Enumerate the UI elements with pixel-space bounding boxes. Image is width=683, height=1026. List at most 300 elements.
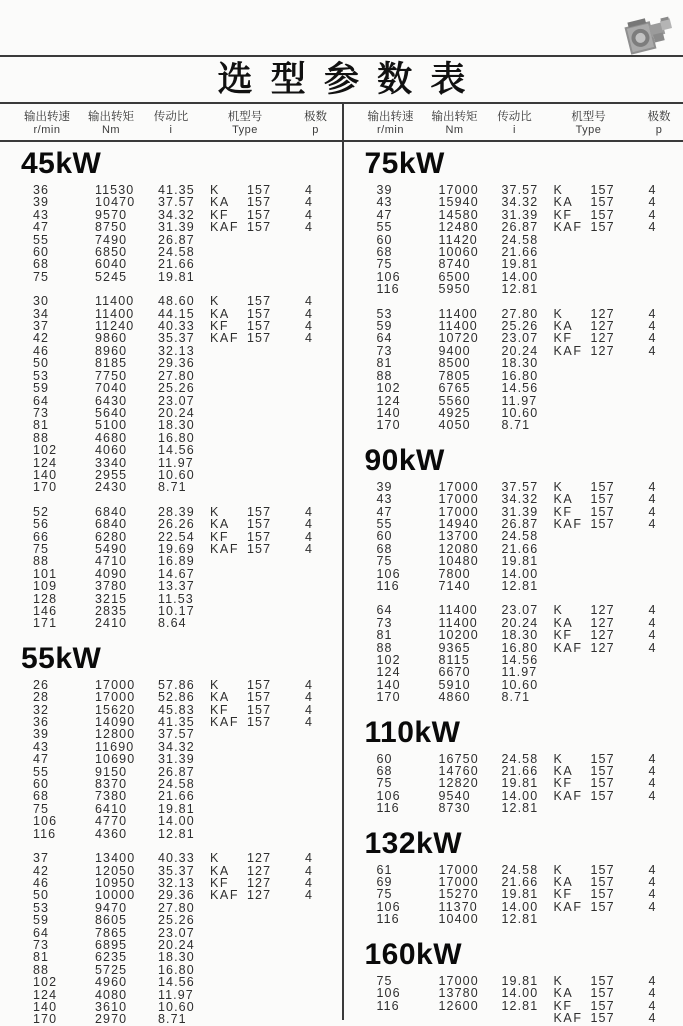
cell-torque: 9470 — [95, 902, 158, 914]
cell-torque: 10000 — [95, 889, 158, 901]
table-row — [0, 357, 342, 369]
cell-poles: 4 — [636, 901, 683, 913]
cell-torque: 10690 — [95, 753, 158, 765]
data-block — [344, 753, 683, 815]
cell-speed: 34 — [33, 308, 95, 320]
cell-speed: 59 — [377, 320, 439, 332]
cell-ratio: 14.56 — [502, 382, 554, 394]
table-row — [344, 1012, 683, 1024]
table-row — [344, 419, 683, 431]
cell-speed: 55 — [33, 766, 95, 778]
cell-torque: 13700 — [439, 530, 502, 542]
cell-torque: 4090 — [95, 568, 158, 580]
cell-torque: 11530 — [95, 184, 158, 196]
cell-ratio: 8.71 — [158, 1013, 210, 1025]
cell-ratio: 41.35 — [158, 184, 210, 196]
cell-ratio: 37.57 — [502, 481, 554, 493]
cell-torque: 9570 — [95, 209, 158, 221]
col-header-output-torque — [80, 108, 142, 137]
cell-speed: 46 — [33, 877, 95, 889]
cell-ratio: 52.86 — [158, 691, 210, 703]
cell-poles: 4 — [292, 679, 341, 691]
cell-ratio: 18.30 — [502, 357, 554, 369]
cell-ratio: 24.58 — [158, 246, 210, 258]
cell-type-series — [210, 753, 247, 765]
cell-torque: 4925 — [439, 407, 502, 419]
cell-speed: 88 — [33, 555, 95, 567]
cell-poles: 4 — [636, 196, 683, 208]
cell-poles: 4 — [636, 642, 683, 654]
cell-torque: 10400 — [439, 913, 502, 925]
cell-torque: 3215 — [95, 593, 158, 605]
table-row — [344, 1000, 683, 1012]
cell-type-series: KF — [554, 506, 591, 518]
cell-torque: 2835 — [95, 605, 158, 617]
cell-ratio: 25.26 — [158, 382, 210, 394]
cell-ratio: 14.56 — [158, 976, 210, 988]
cell-speed: 75 — [33, 803, 95, 815]
cell-ratio: 8.71 — [158, 481, 210, 493]
cell-type-size: 157 — [247, 691, 292, 703]
cell-type-size — [591, 395, 636, 407]
col-label: 输出转速 — [368, 111, 414, 123]
cell-speed: 81 — [377, 357, 439, 369]
cell-poles: 4 — [636, 888, 683, 900]
cell-torque: 7865 — [95, 927, 158, 939]
table-row — [0, 580, 342, 592]
col-label: 极数 — [304, 111, 327, 123]
cell-type-size: 157 — [247, 295, 292, 307]
section-heading: 110kW — [365, 716, 683, 749]
cell-speed: 39 — [33, 728, 95, 740]
cell-torque: 17000 — [439, 481, 502, 493]
cell-ratio: 31.39 — [502, 506, 554, 518]
cell-type-size — [247, 828, 292, 840]
cell-type-size — [247, 728, 292, 740]
cell-torque: 15940 — [439, 196, 502, 208]
cell-poles — [292, 778, 341, 790]
table-row — [0, 295, 342, 307]
cell-speed: 124 — [33, 989, 95, 1001]
cell-poles: 4 — [636, 777, 683, 789]
power-section-90kW — [344, 444, 683, 704]
cell-torque: 8750 — [95, 221, 158, 233]
cell-type-series: K — [554, 975, 591, 987]
cell-poles: 4 — [636, 481, 683, 493]
cell-ratio: 16.80 — [158, 964, 210, 976]
cell-type-series: KF — [554, 1000, 591, 1012]
cell-type-size — [247, 593, 292, 605]
cell-poles — [292, 939, 341, 951]
cell-speed: 73 — [377, 345, 439, 357]
cell-torque: 7140 — [439, 580, 502, 592]
cell-speed: 46 — [33, 345, 95, 357]
cell-poles — [292, 580, 341, 592]
cell-speed: 47 — [377, 506, 439, 518]
cell-speed: 101 — [33, 568, 95, 580]
cell-speed: 56 — [33, 518, 95, 530]
cell-speed: 36 — [33, 184, 95, 196]
cell-ratio: 10.60 — [158, 1001, 210, 1013]
cell-poles — [292, 617, 341, 629]
table-row — [0, 889, 342, 901]
cell-ratio: 31.39 — [158, 221, 210, 233]
cell-ratio: 37.57 — [158, 196, 210, 208]
cell-speed: 60 — [377, 530, 439, 542]
cell-type-series — [554, 691, 591, 703]
cell-type-series — [554, 246, 591, 258]
cell-torque: 11400 — [439, 320, 502, 332]
cell-ratio: 12.81 — [502, 913, 554, 925]
cell-torque: 4770 — [95, 815, 158, 827]
section-heading: 132kW — [365, 827, 683, 860]
col-unit: p — [634, 124, 683, 137]
table-row — [344, 913, 683, 925]
cell-torque: 17000 — [439, 506, 502, 518]
cell-torque: 14090 — [95, 716, 158, 728]
cell-ratio: 32.13 — [158, 877, 210, 889]
cell-torque: 12080 — [439, 543, 502, 555]
cell-poles — [292, 927, 341, 939]
cell-ratio: 19.81 — [502, 975, 554, 987]
cell-type-size: 157 — [591, 518, 636, 530]
page-title: 选型参数表 — [0, 57, 683, 102]
cell-type-size: 157 — [591, 753, 636, 765]
cell-type-series — [210, 419, 247, 431]
cell-speed: 43 — [377, 493, 439, 505]
cell-type-size: 157 — [591, 481, 636, 493]
cell-type-size: 157 — [591, 864, 636, 876]
table-body — [0, 142, 683, 1020]
cell-poles — [292, 741, 341, 753]
cell-ratio: 12.81 — [502, 802, 554, 814]
cell-torque: 8960 — [95, 345, 158, 357]
cell-type-series: K — [554, 864, 591, 876]
cell-type-series: KAF — [554, 790, 591, 802]
cell-torque: 7750 — [95, 370, 158, 382]
cell-type-size: 157 — [591, 1000, 636, 1012]
cell-poles: 4 — [636, 308, 683, 320]
cell-torque: 11400 — [95, 308, 158, 320]
cell-poles — [292, 605, 341, 617]
cell-type-size: 157 — [591, 493, 636, 505]
cell-type-size — [247, 271, 292, 283]
cell-poles — [636, 246, 683, 258]
cell-poles — [292, 370, 341, 382]
left-column — [0, 142, 342, 1020]
cell-speed: 106 — [377, 987, 439, 999]
cell-type-series — [210, 605, 247, 617]
cell-ratio: 45.83 — [158, 704, 210, 716]
cell-ratio: 19.81 — [502, 888, 554, 900]
cell-ratio: 24.58 — [502, 530, 554, 542]
cell-poles: 4 — [636, 209, 683, 221]
cell-speed: 68 — [33, 258, 95, 270]
cell-speed: 88 — [33, 964, 95, 976]
cell-poles: 4 — [636, 320, 683, 332]
cell-speed: 124 — [33, 457, 95, 469]
cell-type-series: KF — [210, 531, 247, 543]
cell-speed: 60 — [377, 753, 439, 765]
cell-type-series — [210, 964, 247, 976]
cell-type-size: 157 — [591, 1012, 636, 1024]
cell-speed: 102 — [377, 654, 439, 666]
cell-ratio: 23.07 — [158, 395, 210, 407]
table-row — [0, 951, 342, 963]
cell-type-size — [247, 432, 292, 444]
col-unit: r/min — [358, 124, 424, 137]
cell-poles — [292, 914, 341, 926]
cell-type-size — [247, 617, 292, 629]
cell-ratio: 14.67 — [158, 568, 210, 580]
cell-type-size — [247, 927, 292, 939]
table-row — [0, 728, 342, 740]
cell-type-series: KAF — [210, 221, 247, 233]
cell-speed: 75 — [377, 258, 439, 270]
cell-poles: 4 — [636, 1012, 683, 1024]
cell-type-series — [210, 432, 247, 444]
cell-ratio: 44.15 — [158, 308, 210, 320]
cell-type-size — [247, 815, 292, 827]
cell-type-series: K — [554, 481, 591, 493]
cell-torque: 6895 — [95, 939, 158, 951]
cell-type-series: KA — [554, 320, 591, 332]
cell-type-size — [591, 370, 636, 382]
cell-ratio: 21.66 — [502, 543, 554, 555]
table-row — [0, 852, 342, 864]
cell-ratio: 13.37 — [158, 580, 210, 592]
cell-type-series — [210, 976, 247, 988]
cell-type-series — [554, 654, 591, 666]
cell-poles — [292, 395, 341, 407]
cell-torque: 5245 — [95, 271, 158, 283]
col-label: 输出转矩 — [88, 111, 134, 123]
cell-torque: 4060 — [95, 444, 158, 456]
cell-torque: 3340 — [95, 457, 158, 469]
cell-ratio: 11.97 — [158, 457, 210, 469]
cell-speed: 128 — [33, 593, 95, 605]
cell-torque: 9540 — [439, 790, 502, 802]
cell-speed — [377, 1012, 439, 1024]
cell-ratio: 57.86 — [158, 679, 210, 691]
cell-ratio: 19.81 — [158, 271, 210, 283]
cell-ratio: 24.58 — [502, 864, 554, 876]
cell-poles — [292, 234, 341, 246]
cell-torque: 6235 — [95, 951, 158, 963]
cell-type-size — [247, 555, 292, 567]
cell-ratio: 8.71 — [502, 419, 554, 431]
cell-type-series: KA — [554, 196, 591, 208]
cell-type-series — [210, 382, 247, 394]
cell-torque: 8605 — [95, 914, 158, 926]
data-block — [0, 679, 342, 840]
cell-torque: 9860 — [95, 332, 158, 344]
cell-speed: 30 — [33, 295, 95, 307]
cell-torque: 17000 — [439, 876, 502, 888]
cell-poles — [292, 568, 341, 580]
data-block — [0, 852, 342, 1026]
cell-type-series: K — [210, 295, 247, 307]
cell-poles: 4 — [292, 320, 341, 332]
cell-ratio: 10.60 — [502, 679, 554, 691]
cell-torque: 8730 — [439, 802, 502, 814]
cell-type-size — [247, 457, 292, 469]
cell-torque: 6410 — [95, 803, 158, 815]
table-header-right — [342, 104, 683, 140]
cell-type-series: KAF — [554, 642, 591, 654]
col-label: 传动比 — [154, 111, 189, 123]
cell-torque: 10480 — [439, 555, 502, 567]
cell-type-size: 127 — [591, 308, 636, 320]
cell-type-series — [210, 234, 247, 246]
cell-type-size — [247, 258, 292, 270]
data-block — [344, 864, 683, 926]
cell-speed: 64 — [377, 604, 439, 616]
cell-ratio: 18.30 — [502, 629, 554, 641]
cell-type-size: 157 — [247, 518, 292, 530]
cell-torque: 14760 — [439, 765, 502, 777]
cell-ratio: 11.97 — [502, 666, 554, 678]
cell-ratio: 12.81 — [502, 580, 554, 592]
cell-type-series: KA — [210, 196, 247, 208]
cell-speed: 170 — [33, 1013, 95, 1025]
cell-ratio: 22.54 — [158, 531, 210, 543]
cell-speed: 37 — [33, 320, 95, 332]
cell-speed: 75 — [377, 975, 439, 987]
cell-poles: 4 — [636, 518, 683, 530]
cell-torque: 10200 — [439, 629, 502, 641]
cell-type-size — [247, 778, 292, 790]
cell-poles — [292, 989, 341, 1001]
cell-type-series — [210, 741, 247, 753]
cell-ratio: 16.80 — [502, 642, 554, 654]
cell-torque: 12480 — [439, 221, 502, 233]
cell-poles: 4 — [636, 1000, 683, 1012]
cell-speed: 53 — [33, 902, 95, 914]
power-section-55kW — [0, 642, 342, 1026]
col-header-type — [544, 108, 634, 137]
cell-speed: 39 — [377, 184, 439, 196]
cell-poles — [292, 432, 341, 444]
cell-poles — [636, 691, 683, 703]
table-row — [0, 481, 342, 493]
cell-poles: 4 — [636, 987, 683, 999]
cell-poles — [292, 419, 341, 431]
cell-ratio: 29.36 — [158, 889, 210, 901]
cell-type-series — [210, 407, 247, 419]
cell-torque: 8500 — [439, 357, 502, 369]
table-row — [0, 691, 342, 703]
cell-torque: 17000 — [95, 691, 158, 703]
cell-poles: 4 — [636, 493, 683, 505]
cell-torque: 10470 — [95, 196, 158, 208]
table-row — [0, 828, 342, 840]
cell-poles: 4 — [636, 975, 683, 987]
cell-poles — [292, 951, 341, 963]
cell-speed: 36 — [33, 716, 95, 728]
cell-speed: 106 — [377, 271, 439, 283]
cell-type-size — [247, 444, 292, 456]
cell-type-size: 127 — [591, 642, 636, 654]
cell-torque: 2970 — [95, 1013, 158, 1025]
cell-type-size — [247, 790, 292, 802]
col-header-output-speed — [14, 108, 80, 137]
cell-ratio: 27.80 — [158, 370, 210, 382]
cell-type-series — [210, 580, 247, 592]
cell-ratio: 12.81 — [502, 283, 554, 295]
cell-type-size: 127 — [591, 320, 636, 332]
table-row — [0, 1013, 342, 1025]
cell-ratio: 41.35 — [158, 716, 210, 728]
cell-type-size — [591, 913, 636, 925]
cell-type-series — [554, 395, 591, 407]
cell-ratio: 26.87 — [158, 766, 210, 778]
cell-ratio: 14.00 — [502, 790, 554, 802]
cell-poles — [292, 382, 341, 394]
cell-type-size — [247, 1013, 292, 1025]
cell-torque: 8115 — [439, 654, 502, 666]
cell-speed: 60 — [33, 246, 95, 258]
power-section-45kW — [0, 147, 342, 630]
cell-poles — [292, 790, 341, 802]
cell-type-size: 157 — [591, 876, 636, 888]
cell-poles: 4 — [292, 543, 341, 555]
cell-type-series — [554, 580, 591, 592]
cell-speed: 60 — [377, 234, 439, 246]
cell-type-series: KAF — [210, 716, 247, 728]
cell-type-size: 157 — [247, 679, 292, 691]
cell-ratio: 10.60 — [502, 407, 554, 419]
cell-speed: 106 — [377, 790, 439, 802]
cell-type-series — [554, 234, 591, 246]
cell-poles — [292, 469, 341, 481]
table-row — [0, 790, 342, 802]
cell-speed: 64 — [377, 332, 439, 344]
cell-torque: 8185 — [95, 357, 158, 369]
cell-type-size: 157 — [247, 531, 292, 543]
section-heading: 75kW — [365, 147, 683, 180]
cell-type-series — [210, 555, 247, 567]
cell-type-size: 157 — [247, 184, 292, 196]
cell-ratio: 14.00 — [502, 271, 554, 283]
cell-torque: 2410 — [95, 617, 158, 629]
cell-speed: 60 — [33, 778, 95, 790]
cell-type-series: KA — [554, 493, 591, 505]
cell-torque: 7800 — [439, 568, 502, 580]
cell-poles: 4 — [292, 889, 341, 901]
cell-torque: 14940 — [439, 518, 502, 530]
power-section-160kW — [344, 938, 683, 1025]
cell-poles: 4 — [292, 184, 341, 196]
table-row — [344, 221, 683, 233]
cell-poles — [292, 964, 341, 976]
cell-torque: 8740 — [439, 258, 502, 270]
cell-ratio: 24.58 — [502, 753, 554, 765]
data-block — [344, 975, 683, 1025]
cell-poles: 4 — [636, 604, 683, 616]
cell-type-series — [210, 258, 247, 270]
cell-type-size — [247, 345, 292, 357]
cell-speed: 47 — [33, 753, 95, 765]
cell-poles: 4 — [292, 308, 341, 320]
cell-torque: 10950 — [95, 877, 158, 889]
cell-speed: 73 — [33, 407, 95, 419]
cell-type-size — [591, 568, 636, 580]
col-label: 机型号 — [228, 111, 263, 123]
cell-torque: 11400 — [439, 604, 502, 616]
cell-poles — [636, 407, 683, 419]
cell-type-series — [554, 271, 591, 283]
